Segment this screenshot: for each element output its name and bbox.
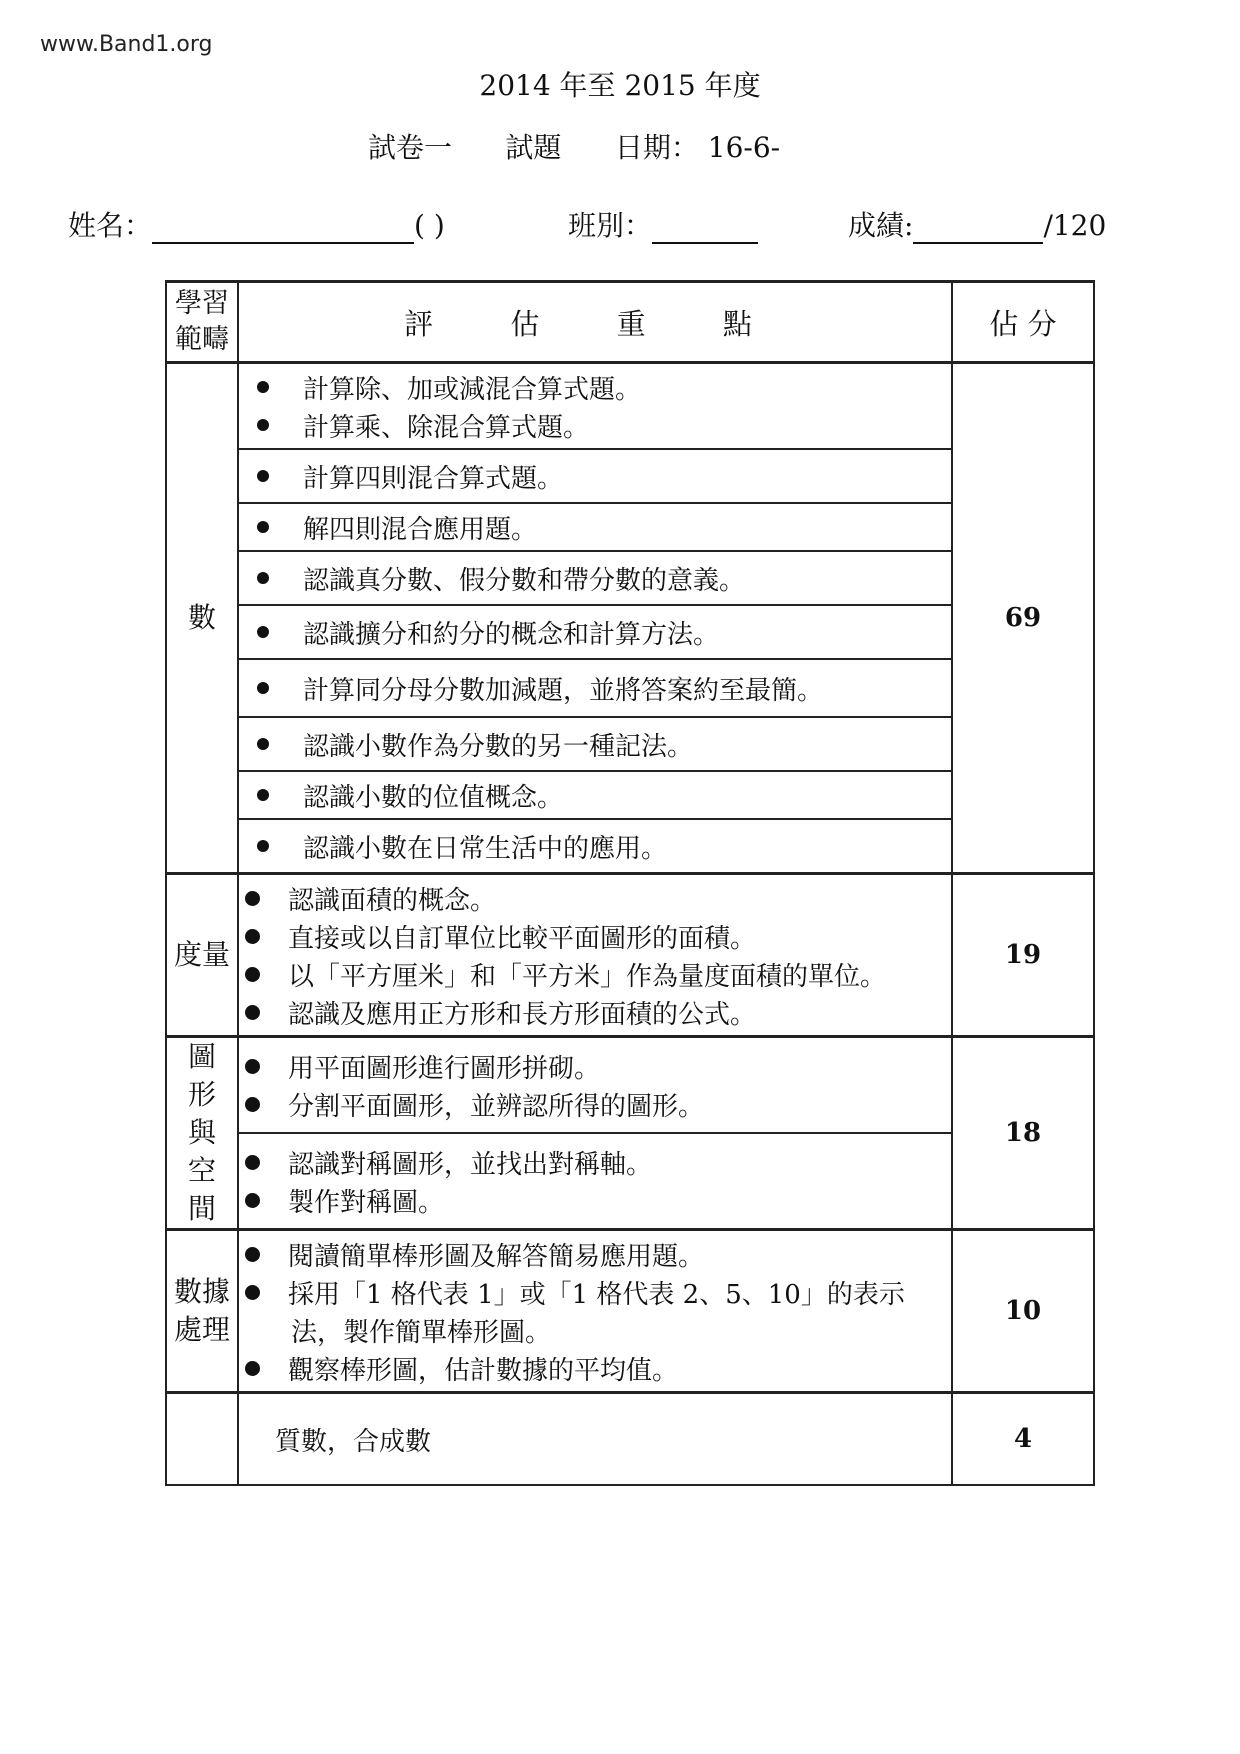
list-item: 質數，合成數 bbox=[275, 1426, 432, 1457]
list-item: 以「平方厘米」和「平方米」作為量度面積的單位。 bbox=[245, 955, 951, 993]
focus-group bbox=[238, 449, 952, 503]
score-data-handling: 10 bbox=[952, 1230, 1094, 1393]
focus-group bbox=[238, 659, 952, 717]
focus-group bbox=[238, 503, 952, 551]
area-shape-space: 圖形與空間 bbox=[166, 1037, 238, 1230]
bullet-icon bbox=[257, 521, 269, 533]
bullet-icon bbox=[245, 1097, 260, 1112]
score-prime: 4 bbox=[952, 1393, 1094, 1486]
list-item: 認識擴分和約分的概念和計算方法。 bbox=[257, 613, 951, 651]
bullet-icon bbox=[245, 967, 260, 982]
list-item: 認識小數作為分數的另一種記法。 bbox=[257, 725, 951, 763]
bullet-icon bbox=[257, 572, 269, 584]
area-data-handling: 數據處理 bbox=[166, 1230, 238, 1393]
focus-group bbox=[238, 1133, 952, 1230]
class-label: 班別： bbox=[568, 209, 653, 242]
bullet-icon bbox=[245, 1155, 260, 1170]
score-measure: 19 bbox=[952, 874, 1094, 1037]
bullet-icon bbox=[245, 1059, 260, 1074]
focus-group bbox=[238, 363, 952, 450]
date-label: 日期： bbox=[614, 131, 699, 164]
assessment-table bbox=[165, 280, 1095, 1486]
table-header-row bbox=[166, 282, 1094, 363]
focus-group bbox=[238, 1393, 952, 1486]
bullet-icon bbox=[257, 419, 269, 431]
list-item: 認識對稱圖形，並找出對稱軸。 bbox=[245, 1143, 951, 1181]
bullet-icon bbox=[245, 929, 260, 944]
class-number: ( ) bbox=[414, 209, 445, 242]
focus-group bbox=[238, 771, 952, 819]
bullet-icon bbox=[257, 470, 269, 482]
bullet-icon bbox=[257, 789, 269, 801]
name-row bbox=[68, 204, 445, 244]
bullet-icon bbox=[257, 738, 269, 750]
list-item: 計算同分母分數加減題，並將答案約至最簡。 bbox=[257, 669, 951, 707]
bullet-icon bbox=[257, 682, 269, 694]
bullet-icon bbox=[245, 1005, 260, 1020]
list-item: 認識真分數、假分數和帶分數的意義。 bbox=[257, 559, 951, 597]
focus-group bbox=[238, 1037, 952, 1134]
list-item: 認識及應用正方形和長方形面積的公式。 bbox=[245, 993, 951, 1031]
class-field[interactable] bbox=[652, 216, 758, 244]
list-item: 計算除、加或減混合算式題。 bbox=[257, 368, 951, 406]
list-item: 認識面積的概念。 bbox=[245, 879, 951, 917]
list-item: 採用「1 格代表 1」或「1 格代表 2、5、10」的表示 bbox=[245, 1273, 951, 1311]
name-label: 姓名： bbox=[68, 209, 153, 242]
list-item: 分割平面圖形，並辨認所得的圖形。 bbox=[245, 1085, 951, 1123]
date-value: 16-6- bbox=[707, 131, 781, 164]
list-item: 認識小數在日常生活中的應用。 bbox=[257, 827, 951, 865]
focus-group bbox=[238, 605, 952, 659]
list-item: 計算乘、除混合算式題。 bbox=[257, 406, 951, 444]
list-item: 解四則混合應用題。 bbox=[257, 508, 951, 546]
focus-group bbox=[238, 874, 952, 1037]
bullet-icon bbox=[257, 626, 269, 638]
table-row bbox=[166, 874, 1094, 1037]
score-row bbox=[848, 204, 1106, 244]
score-label: 成績: bbox=[848, 209, 914, 242]
table-row bbox=[166, 1393, 1094, 1486]
list-item: 製作對稱圖。 bbox=[245, 1181, 951, 1219]
list-item: 觀察棒形圖，估計數據的平均值。 bbox=[245, 1349, 951, 1387]
focus-group bbox=[238, 819, 952, 874]
name-field[interactable] bbox=[152, 216, 414, 244]
list-item: 用平面圖形進行圖形拼砌。 bbox=[245, 1047, 951, 1085]
list-item-continuation: 法，製作簡單棒形圖。 bbox=[291, 1317, 552, 1348]
bullet-icon bbox=[245, 1247, 260, 1262]
area-number: 數 bbox=[166, 363, 238, 874]
table-row bbox=[166, 1037, 1094, 1134]
score-field[interactable] bbox=[913, 216, 1043, 244]
header-score: 佔 分 bbox=[952, 282, 1094, 363]
score-shape-space: 18 bbox=[952, 1037, 1094, 1230]
bullet-icon bbox=[245, 1193, 260, 1208]
list-item: 認識小數的位值概念。 bbox=[257, 776, 951, 814]
list-item: 計算四則混合算式題。 bbox=[257, 457, 951, 495]
area-measure: 度量 bbox=[166, 874, 238, 1037]
question-label: 試題 bbox=[505, 131, 562, 164]
exam-subtitle bbox=[368, 126, 780, 166]
list-item: 閱讀簡單棒形圖及解答簡易應用題。 bbox=[245, 1235, 951, 1273]
focus-group bbox=[238, 1230, 952, 1393]
table-row bbox=[166, 363, 1094, 450]
area-empty bbox=[166, 1393, 238, 1486]
class-row bbox=[568, 204, 758, 244]
bullet-icon bbox=[245, 1285, 260, 1300]
list-item: 直接或以自訂單位比較平面圖形的面積。 bbox=[245, 917, 951, 955]
score-total: /120 bbox=[1043, 209, 1107, 242]
header-area: 學習範疇 bbox=[166, 282, 238, 363]
table-row bbox=[166, 1230, 1094, 1393]
focus-group bbox=[238, 551, 952, 605]
bullet-icon bbox=[245, 891, 260, 906]
bullet-icon bbox=[257, 381, 269, 393]
page-title: 2014 年至 2015 年度 bbox=[479, 69, 761, 102]
bullet-icon bbox=[245, 1361, 260, 1376]
score-number: 69 bbox=[952, 363, 1094, 874]
site-watermark: www.Band1.org bbox=[40, 32, 213, 57]
bullet-icon bbox=[257, 840, 269, 852]
paper-label: 試卷一 bbox=[368, 131, 453, 164]
header-focus: 評 估 重 點 bbox=[238, 282, 952, 363]
focus-group bbox=[238, 717, 952, 771]
